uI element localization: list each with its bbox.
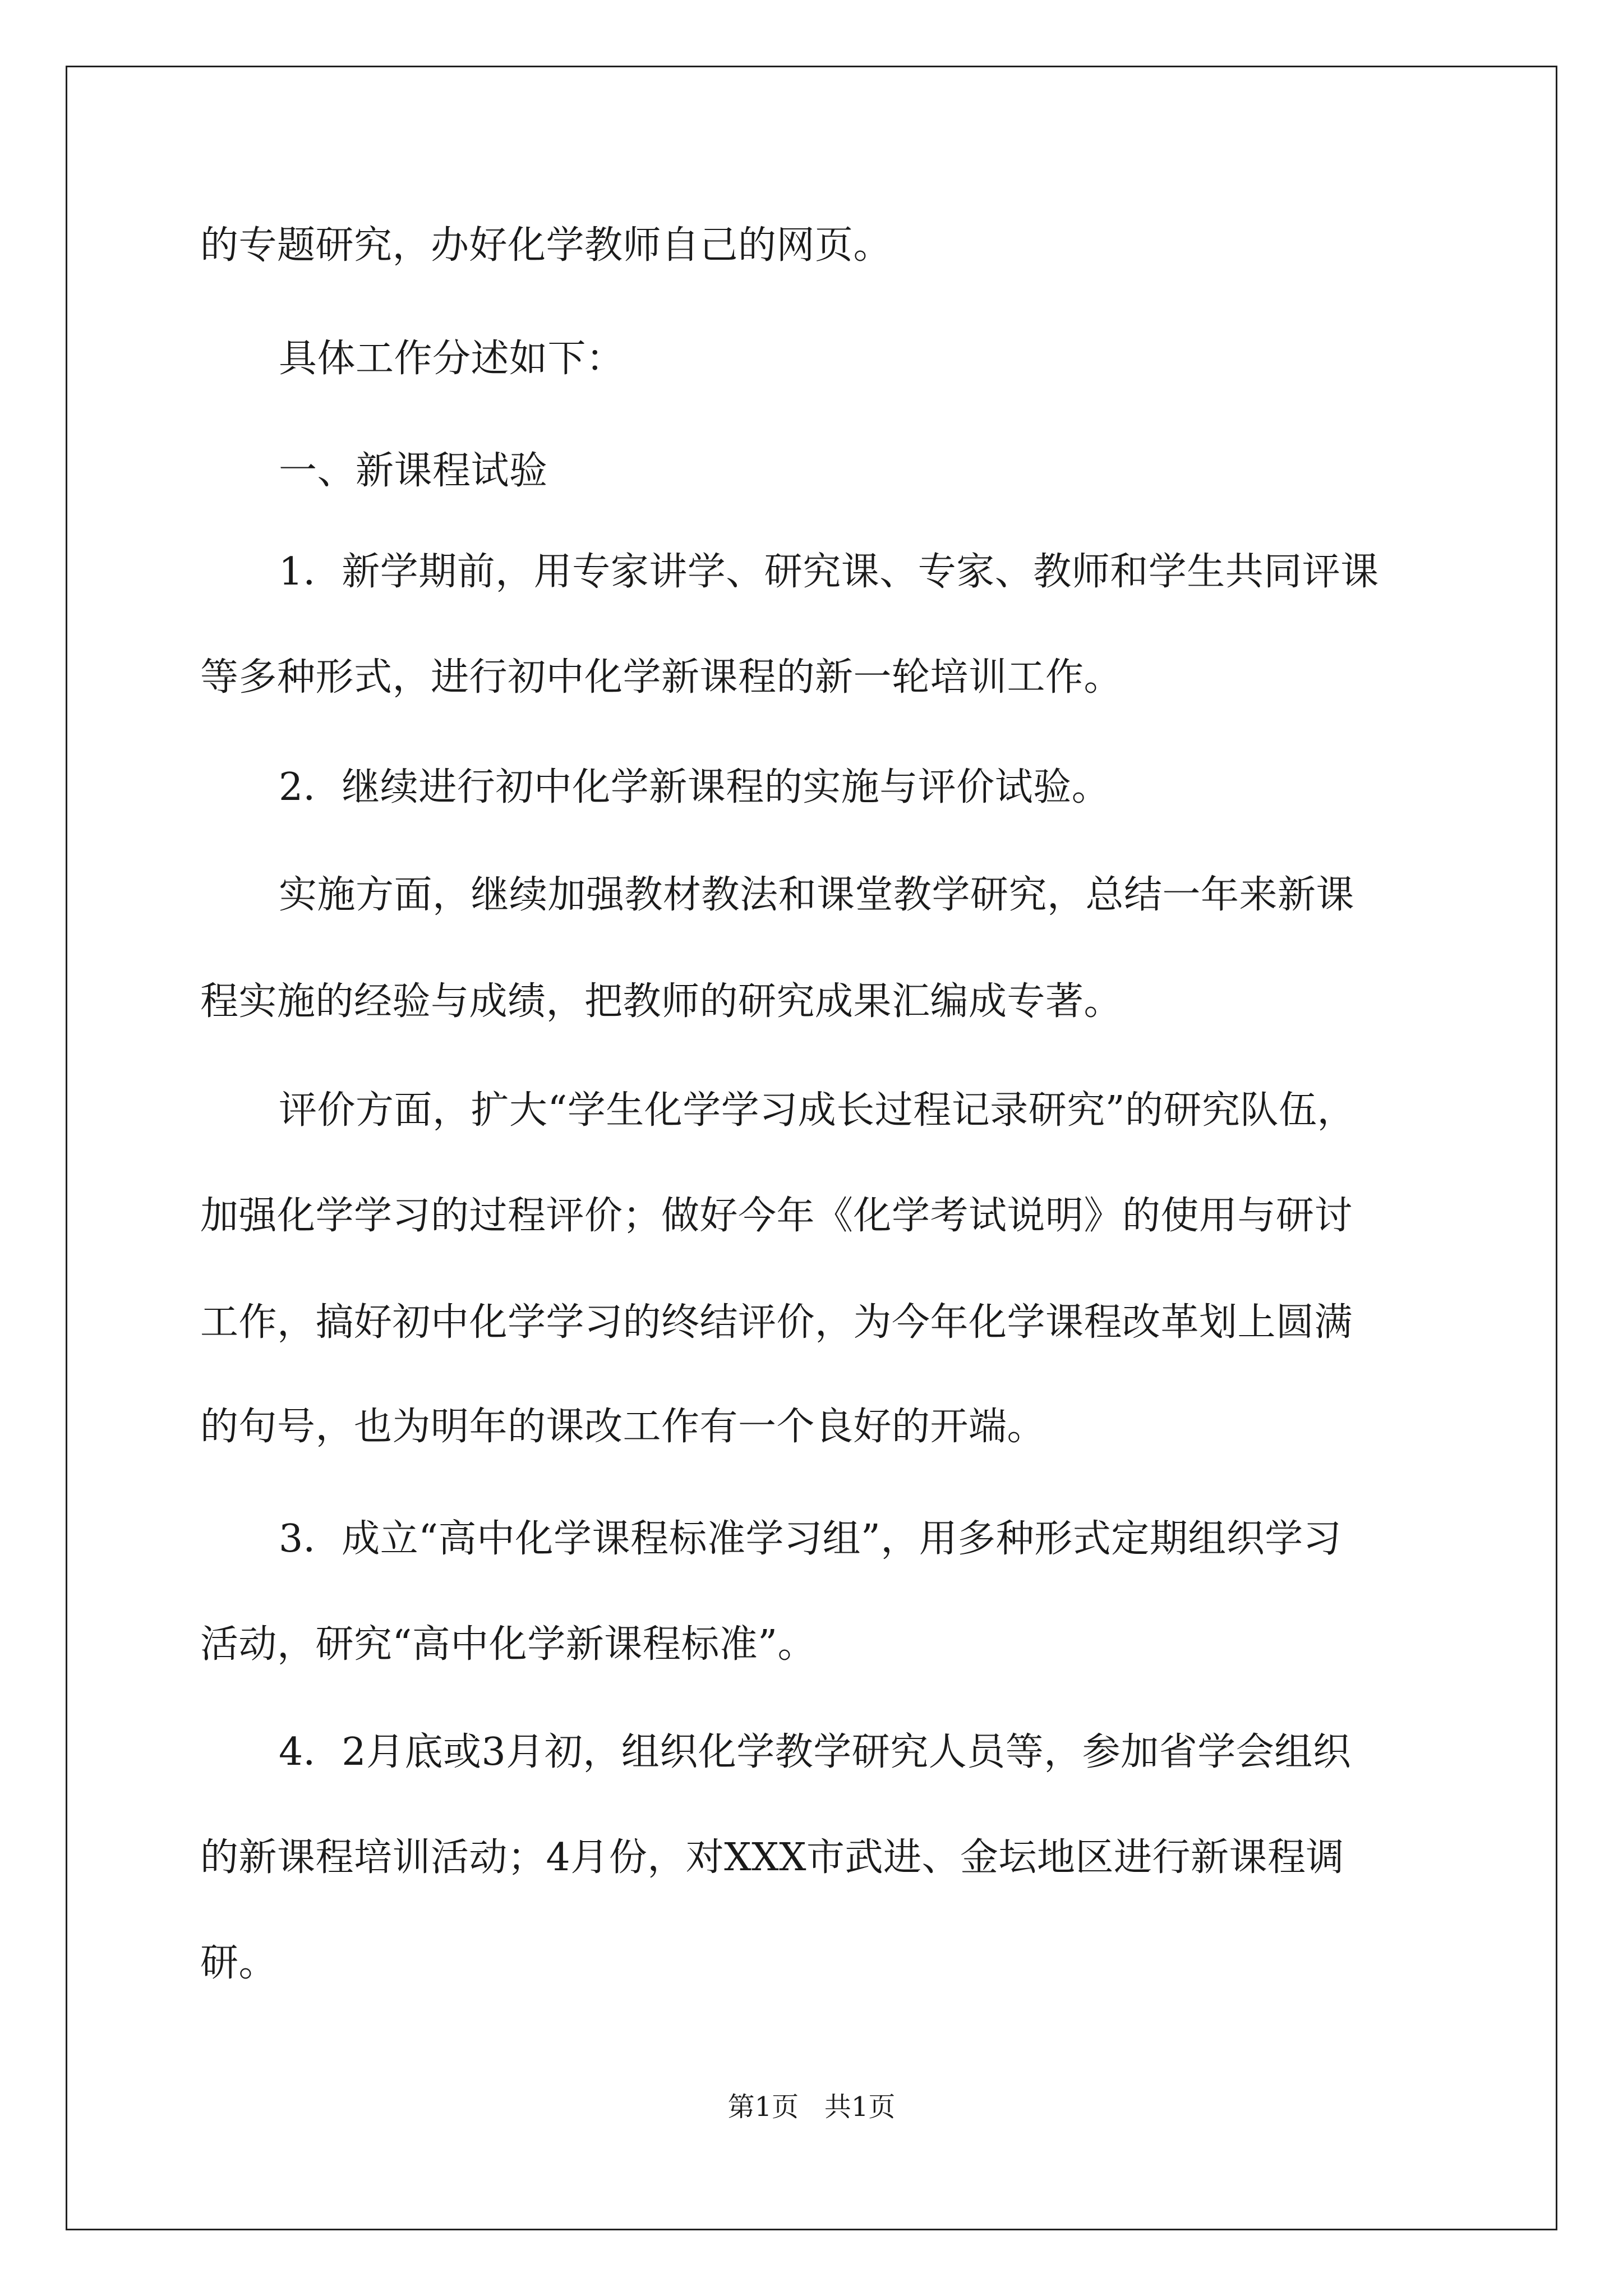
text-line: 3．成立“高中化学课程标准学习组”，用多种形式定期组织学习 bbox=[279, 1517, 1342, 1561]
text-line: 程实施的经验与成绩，把教师的研究成果汇编成专著。 bbox=[200, 979, 1123, 1024]
text-line: 2．继续进行初中化学新课程的实施与评价试验。 bbox=[279, 765, 1110, 809]
page-border bbox=[66, 66, 1557, 2230]
text-line: 研。 bbox=[200, 1941, 278, 1985]
text-line: 的专题研究，办好化学教师自己的网页。 bbox=[200, 223, 892, 268]
page-footer: 第1页 共1页 bbox=[727, 2091, 896, 2123]
text-line: 具体工作分述如下： bbox=[279, 337, 625, 381]
text-line: 工作，搞好初中化学学习的终结评价，为今年化学课程改革划上圆满 bbox=[200, 1300, 1353, 1345]
text-line: 4．2月底或3月初，组织化学教学研究人员等，参加省学会组织 bbox=[279, 1730, 1352, 1774]
text-line: 的句号，也为明年的课改工作有一个良好的开端。 bbox=[200, 1405, 1046, 1449]
text-line: 实施方面，继续加强教材教法和课堂教学研究，总结一年来新课 bbox=[279, 873, 1355, 917]
text-line: 1．新学期前，用专家讲学、研究课、专家、教师和学生共同评课 bbox=[279, 550, 1379, 594]
section-heading: 一、新课程试验 bbox=[279, 449, 548, 493]
text-line: 等多种形式，进行初中化学新课程的新一轮培训工作。 bbox=[200, 655, 1123, 700]
text-line: 活动，研究“高中化学新课程标准”。 bbox=[200, 1622, 817, 1667]
text-line: 评价方面，扩大“学生化学学习成长过程记录研究”的研究队伍， bbox=[279, 1088, 1356, 1133]
text-line: 的新课程培训活动；4月份，对XXX市武进、金坛地区进行新课程调 bbox=[200, 1835, 1344, 1880]
text-line: 加强化学学习的过程评价；做好今年《化学考试说明》的使用与研讨 bbox=[200, 1194, 1353, 1238]
